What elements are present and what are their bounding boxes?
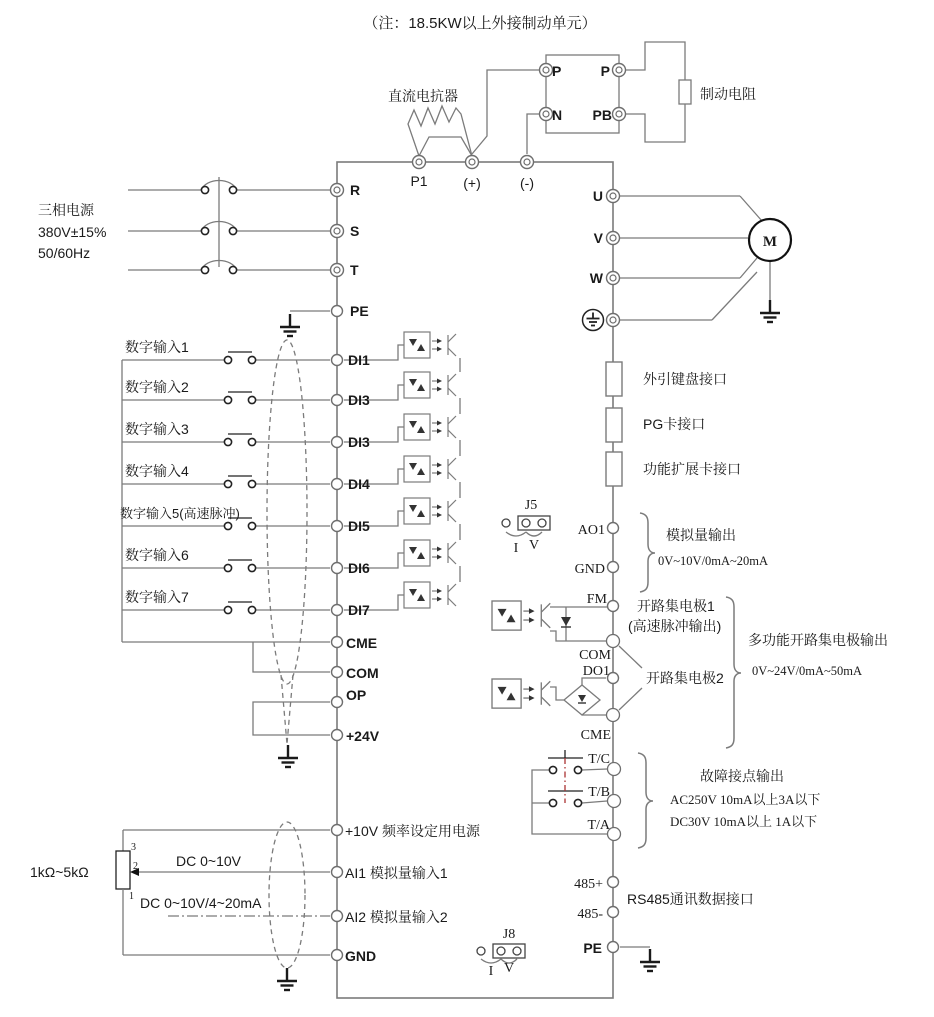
j8-label: J8 — [502, 927, 516, 942]
j8-v-label: V — [503, 961, 515, 976]
terminal-cme: CME — [346, 635, 378, 651]
pe-ground-icon — [280, 314, 300, 336]
terminal-di4: DI4 — [348, 476, 370, 492]
brake-terminal-pb: PB — [592, 107, 612, 123]
expansion-card-port-icon — [606, 452, 622, 486]
relay-spec2: DC30V 10mA以上 1A以下 — [670, 814, 818, 829]
relay-title: 故障接点输出 — [700, 768, 784, 784]
terminal-ta: T/A — [587, 818, 610, 833]
motor-ground-icon — [760, 300, 780, 322]
terminal-ai1: AI1 模拟量输入1 — [345, 865, 448, 881]
di1-label: 数字输入1 — [125, 339, 189, 355]
keypad-port-label: 外引键盘接口 — [643, 371, 727, 387]
terminal-com: COM — [346, 665, 379, 681]
protective-earth-symbol — [583, 310, 604, 331]
analog-output-range: 0V~10V/0mA~20mA — [658, 554, 769, 568]
pot-pin1: 1 — [129, 891, 134, 902]
terminal-v: V — [593, 230, 603, 246]
j5-v-label: V — [528, 538, 540, 553]
terminal-plus: (+) — [463, 175, 481, 191]
terminal-cme-right: CME — [580, 728, 611, 743]
dc-reactor-label: 直流电抗器 — [388, 88, 458, 104]
ai2-signal-label: DC 0~10V/4~20mA — [140, 895, 262, 911]
terminal-10v: +10V 频率设定用电源 — [345, 823, 480, 839]
pot-pin3: 3 — [131, 842, 136, 853]
terminal-r: R — [350, 182, 361, 198]
di3-label: 数字输入3 — [125, 421, 189, 437]
terminal-fm: FM — [586, 592, 607, 607]
di5-label: 数字输入5(高速脉冲) — [120, 506, 240, 521]
di-optocouplers — [404, 332, 456, 608]
di6-label: 数字输入6 — [125, 547, 189, 563]
motor-label: M — [762, 234, 778, 250]
terminal-di3: DI3 — [348, 434, 370, 450]
oc1-label: 开路集电极1 — [637, 598, 715, 614]
supply-label-2: 380V±15% — [38, 224, 107, 240]
di-shield-ground-icon — [278, 745, 298, 767]
oc2-label: 开路集电极2 — [646, 670, 724, 686]
terminal-gnd-left: GND — [345, 948, 377, 964]
terminal-di2: DI3 — [348, 392, 370, 408]
supply-label-3: 50/60Hz — [38, 245, 91, 261]
switch-contacts — [201, 186, 581, 806]
terminal-tb: T/B — [588, 785, 610, 800]
braking-resistor-label: 制动电阻 — [700, 86, 756, 102]
terminal-tc: T/C — [588, 752, 610, 767]
terminal-485m: 485- — [577, 907, 603, 922]
jumper-j5 — [502, 516, 550, 536]
terminal-ao1: AO1 — [577, 523, 605, 538]
terminal-op: OP — [346, 687, 367, 703]
brake-terminal-n: N — [552, 107, 563, 123]
oc-range: 0V~24V/0mA~50mA — [752, 664, 863, 678]
diode-icon — [561, 617, 571, 626]
jumper-j8 — [477, 944, 525, 963]
analog-shield-ground-icon — [277, 968, 297, 990]
brake-terminal-p-right: P — [600, 63, 610, 79]
terminal-w: W — [589, 270, 603, 286]
potentiometer-label: 1kΩ~5kΩ — [30, 864, 89, 880]
analog-output-title: 模拟量输出 — [666, 527, 736, 543]
di4-label: 数字输入4 — [125, 463, 189, 479]
labels — [30, 15, 888, 979]
terminal-do1: DO1 — [582, 664, 610, 679]
brake-terminal-p-left: P — [552, 63, 562, 79]
top-note: （注：18.5KW以上外接制动单元） — [363, 15, 597, 32]
ai1-signal-label: DC 0~10V — [176, 853, 241, 869]
terminal-pe: PE — [350, 303, 369, 319]
expansion-card-label: 功能扩展卡接口 — [643, 461, 741, 477]
terminal-p1: P1 — [410, 173, 428, 189]
oc-title: 多功能开路集电极输出 — [748, 632, 888, 648]
terminal-u: U — [592, 188, 603, 204]
supply-label-1: 三相电源 — [38, 202, 94, 218]
terminal-t: T — [350, 262, 359, 278]
terminal-485p: 485+ — [574, 877, 603, 892]
keypad-port-icon — [606, 362, 622, 396]
terminal-di1: DI1 — [348, 352, 370, 368]
terminal-minus: (-) — [520, 175, 534, 191]
pg-card-label: PG卡接口 — [643, 416, 706, 432]
pe-right-ground-icon — [640, 949, 660, 971]
j8-i-label: I — [488, 964, 494, 979]
oc1-sub-label: (高速脉冲输出) — [628, 618, 722, 634]
terminal-s: S — [350, 223, 360, 239]
di2-label: 数字输入2 — [125, 379, 189, 395]
terminal-24v: +24V — [346, 728, 380, 744]
output-optocouplers — [492, 601, 586, 708]
terminal-di6: DI6 — [348, 560, 370, 576]
rs485-label: RS485通讯数据接口 — [627, 891, 754, 907]
pot-pin2: 2 — [133, 861, 138, 872]
j5-label: J5 — [524, 498, 538, 513]
di7-label: 数字输入7 — [125, 589, 189, 605]
terminal-gnd-right: GND — [574, 562, 605, 577]
pg-card-port-icon — [606, 408, 622, 442]
terminal-di5: DI5 — [348, 518, 370, 534]
j5-i-label: I — [513, 541, 519, 556]
terminal-ai2: AI2 模拟量输入2 — [345, 909, 448, 925]
relay-spec1: AC250V 10mA以上3A以下 — [670, 792, 821, 807]
interface-slots — [606, 362, 622, 486]
terminal-pe-right: PE — [583, 940, 602, 956]
terminal-di7: DI7 — [348, 602, 370, 618]
terminal-com-right: COM — [579, 648, 611, 663]
